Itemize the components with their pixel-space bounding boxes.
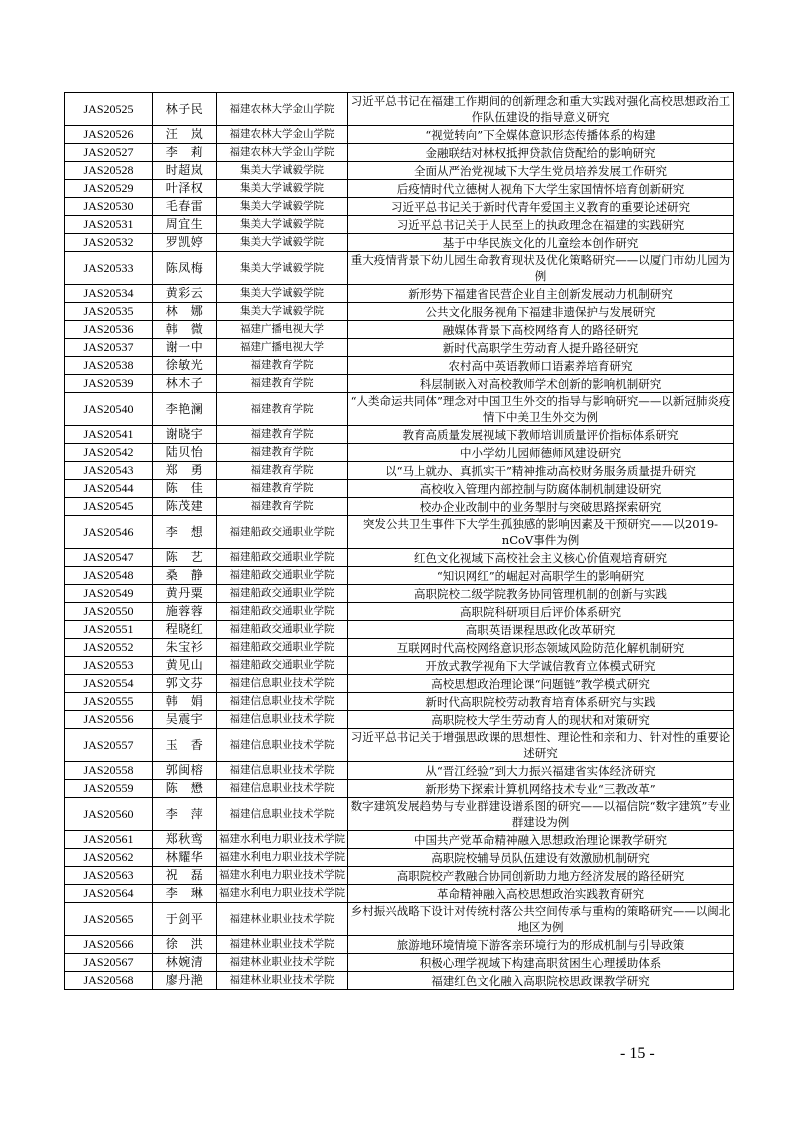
- project-id-cell: JAS20546: [65, 516, 153, 549]
- table-row: [65, 285, 734, 303]
- project-id-cell: JAS20547: [65, 549, 153, 567]
- table-row: [65, 375, 734, 393]
- table-row: [65, 180, 734, 198]
- project-title-cell: 革命精神融入高校思想政治实践教育研究: [348, 885, 734, 903]
- project-id-cell: JAS20549: [65, 585, 153, 603]
- project-title-cell: 校办企业改制中的业务掣肘与突破思路探索研究: [348, 498, 734, 516]
- table-row: [65, 549, 734, 567]
- institution-cell: 福建教育学院: [217, 498, 348, 516]
- institution-cell: 福建水利电力职业技术学院: [217, 885, 348, 903]
- table-row: [65, 462, 734, 480]
- table-row: [65, 567, 734, 585]
- table-row: [65, 780, 734, 798]
- project-title-cell: 高职院科研项目后评价体系研究: [348, 603, 734, 621]
- institution-cell: 福建教育学院: [217, 357, 348, 375]
- institution-cell: 福建水利电力职业技术学院: [217, 831, 348, 849]
- table-row: [65, 972, 734, 990]
- table-row: [65, 729, 734, 762]
- institution-cell: 福建农林大学金山学院: [217, 93, 348, 126]
- project-title-cell: 新时代高职院校劳动教育培育体系研究与实践: [348, 693, 734, 711]
- project-id-cell: JAS20534: [65, 285, 153, 303]
- institution-cell: 福建船政交通职业学院: [217, 516, 348, 549]
- institution-cell: 福建信息职业技术学院: [217, 711, 348, 729]
- project-title-cell: 高职院校二级学院教务协同管理机制的创新与实践: [348, 585, 734, 603]
- institution-cell: 福建水利电力职业技术学院: [217, 867, 348, 885]
- leader-name-cell: 林耀华: [153, 849, 217, 867]
- page-number: - 15 -: [620, 1045, 655, 1062]
- institution-cell: 福建船政交通职业学院: [217, 621, 348, 639]
- table-row: [65, 339, 734, 357]
- table-row: [65, 516, 734, 549]
- table-row: [65, 303, 734, 321]
- project-title-cell: 高职院校产教融合协同创新助力地方经济发展的路径研究: [348, 867, 734, 885]
- project-title-cell: 开放式教学视角下大学诚信教育立体模式研究: [348, 657, 734, 675]
- project-id-cell: JAS20542: [65, 444, 153, 462]
- project-id-cell: JAS20530: [65, 198, 153, 216]
- table-row: [65, 903, 734, 936]
- project-id-cell: JAS20537: [65, 339, 153, 357]
- institution-cell: 福建信息职业技术学院: [217, 675, 348, 693]
- project-id-cell: JAS20553: [65, 657, 153, 675]
- project-id-cell: JAS20541: [65, 426, 153, 444]
- table-row: [65, 711, 734, 729]
- leader-name-cell: 郑秋鸾: [153, 831, 217, 849]
- table-row: [65, 798, 734, 831]
- project-id-cell: JAS20539: [65, 375, 153, 393]
- project-title-cell: 数字建筑发展趋势与专业群建设谱系图的研究——以福信院“数字建筑”专业群建设为例: [348, 798, 734, 831]
- project-id-cell: JAS20554: [65, 675, 153, 693]
- project-title-cell: 基于中华民族文化的儿童绘本创作研究: [348, 234, 734, 252]
- project-title-cell: 积极心理学视域下构建高职贫困生心理援助体系: [348, 954, 734, 972]
- institution-cell: 福建林业职业技术学院: [217, 972, 348, 990]
- leader-name-cell: 韩 微: [153, 321, 217, 339]
- project-id-cell: JAS20533: [65, 252, 153, 285]
- table-row: [65, 657, 734, 675]
- project-id-cell: JAS20527: [65, 144, 153, 162]
- leader-name-cell: 玉 香: [153, 729, 217, 762]
- project-title-cell: 后疫情时代立德树人视角下大学生家国情怀培育创新研究: [348, 180, 734, 198]
- table-row: [65, 498, 734, 516]
- table-row: [65, 216, 734, 234]
- institution-cell: 集美大学诚毅学院: [217, 252, 348, 285]
- project-title-cell: 金融联结对林权抵押贷款信贷配给的影响研究: [348, 144, 734, 162]
- table-row: [65, 639, 734, 657]
- table-row: [65, 762, 734, 780]
- project-id-cell: JAS20568: [65, 972, 153, 990]
- table-row: [65, 198, 734, 216]
- table-row: [65, 393, 734, 426]
- project-id-cell: JAS20564: [65, 885, 153, 903]
- institution-cell: 福建信息职业技术学院: [217, 780, 348, 798]
- project-title-cell: 新形势下探索计算机网络技术专业“三教改革”: [348, 780, 734, 798]
- leader-name-cell: 罗凯婷: [153, 234, 217, 252]
- institution-cell: 集美大学诚毅学院: [217, 162, 348, 180]
- project-id-cell: JAS20525: [65, 93, 153, 126]
- leader-name-cell: 陈 懋: [153, 780, 217, 798]
- table-row: [65, 426, 734, 444]
- project-title-cell: 习近平总书记关于新时代青年爱国主义教育的重要论述研究: [348, 198, 734, 216]
- project-title-cell: “视觉转向”下全媒体意识形态传播体系的构建: [348, 126, 734, 144]
- institution-cell: 福建信息职业技术学院: [217, 693, 348, 711]
- project-title-cell: 融媒体背景下高校网络育人的路径研究: [348, 321, 734, 339]
- leader-name-cell: 毛春雷: [153, 198, 217, 216]
- leader-name-cell: 施蓉蓉: [153, 603, 217, 621]
- project-title-cell: 乡村振兴战略下设计对传统村落公共空间传承与重构的策略研究——以闽北地区为例: [348, 903, 734, 936]
- institution-cell: 福建船政交通职业学院: [217, 657, 348, 675]
- project-list-table: [64, 92, 734, 990]
- leader-name-cell: 李 萍: [153, 798, 217, 831]
- leader-name-cell: 李艳澜: [153, 393, 217, 426]
- table-row: [65, 357, 734, 375]
- leader-name-cell: 李 莉: [153, 144, 217, 162]
- table-row: [65, 621, 734, 639]
- project-id-cell: JAS20526: [65, 126, 153, 144]
- project-id-cell: JAS20545: [65, 498, 153, 516]
- leader-name-cell: 陈 佳: [153, 480, 217, 498]
- institution-cell: 福建教育学院: [217, 375, 348, 393]
- leader-name-cell: 黄丹粟: [153, 585, 217, 603]
- institution-cell: 福建船政交通职业学院: [217, 639, 348, 657]
- table-row: [65, 321, 734, 339]
- project-title-cell: “知识网红”的崛起对高职学生的影响研究: [348, 567, 734, 585]
- institution-cell: 集美大学诚毅学院: [217, 180, 348, 198]
- institution-cell: 福建信息职业技术学院: [217, 798, 348, 831]
- leader-name-cell: 桑 静: [153, 567, 217, 585]
- leader-name-cell: 黄见山: [153, 657, 217, 675]
- project-title-cell: 习近平总书记关于人民至上的执政理念在福建的实践研究: [348, 216, 734, 234]
- institution-cell: 福建广播电视大学: [217, 339, 348, 357]
- table-row: [65, 849, 734, 867]
- table-row: [65, 126, 734, 144]
- leader-name-cell: 徐 洪: [153, 936, 217, 954]
- project-title-cell: 习近平总书记在福建工作期间的创新理念和重大实践对强化高校思想政治工作队伍建设的指导意义研究: [348, 93, 734, 126]
- institution-cell: 福建教育学院: [217, 462, 348, 480]
- institution-cell: 福建林业职业技术学院: [217, 903, 348, 936]
- project-id-cell: JAS20528: [65, 162, 153, 180]
- institution-cell: 集美大学诚毅学院: [217, 216, 348, 234]
- project-id-cell: JAS20560: [65, 798, 153, 831]
- institution-cell: 福建教育学院: [217, 426, 348, 444]
- project-id-cell: JAS20561: [65, 831, 153, 849]
- institution-cell: 福建林业职业技术学院: [217, 936, 348, 954]
- project-title-cell: 福建红色文化融入高职院校思政课教学研究: [348, 972, 734, 990]
- project-id-cell: JAS20538: [65, 357, 153, 375]
- institution-cell: 集美大学诚毅学院: [217, 303, 348, 321]
- project-id-cell: JAS20567: [65, 954, 153, 972]
- table-row: [65, 936, 734, 954]
- project-id-cell: JAS20565: [65, 903, 153, 936]
- table-row: [65, 867, 734, 885]
- project-title-cell: 公共文化服务视角下福建非遗保护与发展研究: [348, 303, 734, 321]
- table-row: [65, 444, 734, 462]
- leader-name-cell: 谢一中: [153, 339, 217, 357]
- table-row: [65, 480, 734, 498]
- project-title-cell: 习近平总书记关于增强思政课的思想性、理论性和亲和力、针对性的重要论述研究: [348, 729, 734, 762]
- institution-cell: 福建教育学院: [217, 480, 348, 498]
- project-title-cell: 农村高中英语教师口语素养培育研究: [348, 357, 734, 375]
- project-title-cell: 高校收入管理内部控制与防腐体制机制建设研究: [348, 480, 734, 498]
- leader-name-cell: 谢晓宇: [153, 426, 217, 444]
- project-title-cell: 高校思想政治理论课“问题链”教学模式研究: [348, 675, 734, 693]
- project-id-cell: JAS20566: [65, 936, 153, 954]
- project-title-cell: 新形势下福建省民营企业自主创新发展动力机制研究: [348, 285, 734, 303]
- leader-name-cell: 叶泽权: [153, 180, 217, 198]
- project-id-cell: JAS20548: [65, 567, 153, 585]
- project-title-cell: 中国共产党革命精神融入思想政治理论课教学研究: [348, 831, 734, 849]
- table-row: [65, 162, 734, 180]
- institution-cell: 集美大学诚毅学院: [217, 234, 348, 252]
- project-title-cell: 以“马上就办、真抓实干”精神推动高校财务服务质量提升研究: [348, 462, 734, 480]
- table-row: [65, 234, 734, 252]
- leader-name-cell: 李 想: [153, 516, 217, 549]
- project-title-cell: 从“晋江经验”到大力振兴福建省实体经济研究: [348, 762, 734, 780]
- leader-name-cell: 于剑平: [153, 903, 217, 936]
- leader-name-cell: 陈 艺: [153, 549, 217, 567]
- project-title-cell: 重大疫情背景下幼儿园生命教育现状及优化策略研究——以厦门市幼儿园为例: [348, 252, 734, 285]
- leader-name-cell: 汪 岚: [153, 126, 217, 144]
- project-title-cell: 中小学幼儿园师德师风建设研究: [348, 444, 734, 462]
- project-title-cell: “人类命运共同体”理念对中国卫生外交的指导与影响研究——以新冠肺炎疫情下中美卫生外交为例: [348, 393, 734, 426]
- project-id-cell: JAS20551: [65, 621, 153, 639]
- leader-name-cell: 周宜生: [153, 216, 217, 234]
- leader-name-cell: 陆贝怡: [153, 444, 217, 462]
- leader-name-cell: 陈茂建: [153, 498, 217, 516]
- leader-name-cell: 陈凤梅: [153, 252, 217, 285]
- project-id-cell: JAS20531: [65, 216, 153, 234]
- leader-name-cell: 时超岚: [153, 162, 217, 180]
- table-row: [65, 603, 734, 621]
- institution-cell: 福建教育学院: [217, 393, 348, 426]
- institution-cell: 福建林业职业技术学院: [217, 954, 348, 972]
- project-id-cell: JAS20532: [65, 234, 153, 252]
- project-id-cell: JAS20557: [65, 729, 153, 762]
- table-row: [65, 675, 734, 693]
- institution-cell: 福建船政交通职业学院: [217, 549, 348, 567]
- project-id-cell: JAS20550: [65, 603, 153, 621]
- leader-name-cell: 林子民: [153, 93, 217, 126]
- project-id-cell: JAS20562: [65, 849, 153, 867]
- project-id-cell: JAS20536: [65, 321, 153, 339]
- project-title-cell: 高职英语课程思政化改革研究: [348, 621, 734, 639]
- project-title-cell: 教育高质量发展视域下教师培训质量评价指标体系研究: [348, 426, 734, 444]
- leader-name-cell: 韩 娟: [153, 693, 217, 711]
- project-id-cell: JAS20543: [65, 462, 153, 480]
- leader-name-cell: 郑 勇: [153, 462, 217, 480]
- table-row: [65, 954, 734, 972]
- project-title-cell: 新时代高职学生劳动育人提升路径研究: [348, 339, 734, 357]
- leader-name-cell: 黄彩云: [153, 285, 217, 303]
- institution-cell: 福建信息职业技术学院: [217, 729, 348, 762]
- institution-cell: 福建船政交通职业学院: [217, 585, 348, 603]
- project-id-cell: JAS20558: [65, 762, 153, 780]
- leader-name-cell: 郭文芬: [153, 675, 217, 693]
- project-id-cell: JAS20559: [65, 780, 153, 798]
- table-row: [65, 252, 734, 285]
- project-id-cell: JAS20544: [65, 480, 153, 498]
- institution-cell: 福建农林大学金山学院: [217, 144, 348, 162]
- institution-cell: 福建船政交通职业学院: [217, 567, 348, 585]
- project-title-cell: 红色文化视域下高校社会主义核心价值观培育研究: [348, 549, 734, 567]
- project-id-cell: JAS20540: [65, 393, 153, 426]
- institution-cell: 福建教育学院: [217, 444, 348, 462]
- leader-name-cell: 程晓红: [153, 621, 217, 639]
- project-title-cell: 科层制嵌入对高校教师学术创新的影响机制研究: [348, 375, 734, 393]
- table-row: [65, 144, 734, 162]
- institution-cell: 集美大学诚毅学院: [217, 198, 348, 216]
- leader-name-cell: 廖丹滟: [153, 972, 217, 990]
- leader-name-cell: 李 琳: [153, 885, 217, 903]
- project-title-cell: 突发公共卫生事件下大学生孤独感的影响因素及干预研究——以2019-nCoV事件为例: [348, 516, 734, 549]
- project-title-cell: 全面从严治党视域下大学生党员培养发展工作研究: [348, 162, 734, 180]
- table-row: [65, 831, 734, 849]
- project-id-cell: JAS20556: [65, 711, 153, 729]
- institution-cell: 福建水利电力职业技术学院: [217, 849, 348, 867]
- table-row: [65, 585, 734, 603]
- project-id-cell: JAS20529: [65, 180, 153, 198]
- leader-name-cell: 郭闽榕: [153, 762, 217, 780]
- project-title-cell: 高职院校辅导员队伍建设有效激励机制研究: [348, 849, 734, 867]
- leader-name-cell: 朱宝衫: [153, 639, 217, 657]
- leader-name-cell: 祝 磊: [153, 867, 217, 885]
- leader-name-cell: 徐敏光: [153, 357, 217, 375]
- project-title-cell: 高职院校大学生劳动育人的现状和对策研究: [348, 711, 734, 729]
- project-title-cell: 互联网时代高校网络意识形态领域风险防范化解机制研究: [348, 639, 734, 657]
- table-row: [65, 693, 734, 711]
- project-id-cell: JAS20552: [65, 639, 153, 657]
- institution-cell: 集美大学诚毅学院: [217, 285, 348, 303]
- table-row: [65, 93, 734, 126]
- leader-name-cell: 林婉清: [153, 954, 217, 972]
- institution-cell: 福建农林大学金山学院: [217, 126, 348, 144]
- leader-name-cell: 吴震宇: [153, 711, 217, 729]
- project-id-cell: JAS20563: [65, 867, 153, 885]
- project-id-cell: JAS20555: [65, 693, 153, 711]
- table-row: [65, 885, 734, 903]
- project-title-cell: 旅游地环境情境下游客亲环境行为的形成机制与引导政策: [348, 936, 734, 954]
- institution-cell: 福建船政交通职业学院: [217, 603, 348, 621]
- institution-cell: 福建广播电视大学: [217, 321, 348, 339]
- leader-name-cell: 林 娜: [153, 303, 217, 321]
- project-list-body: [65, 93, 734, 990]
- leader-name-cell: 林木子: [153, 375, 217, 393]
- institution-cell: 福建信息职业技术学院: [217, 762, 348, 780]
- project-id-cell: JAS20535: [65, 303, 153, 321]
